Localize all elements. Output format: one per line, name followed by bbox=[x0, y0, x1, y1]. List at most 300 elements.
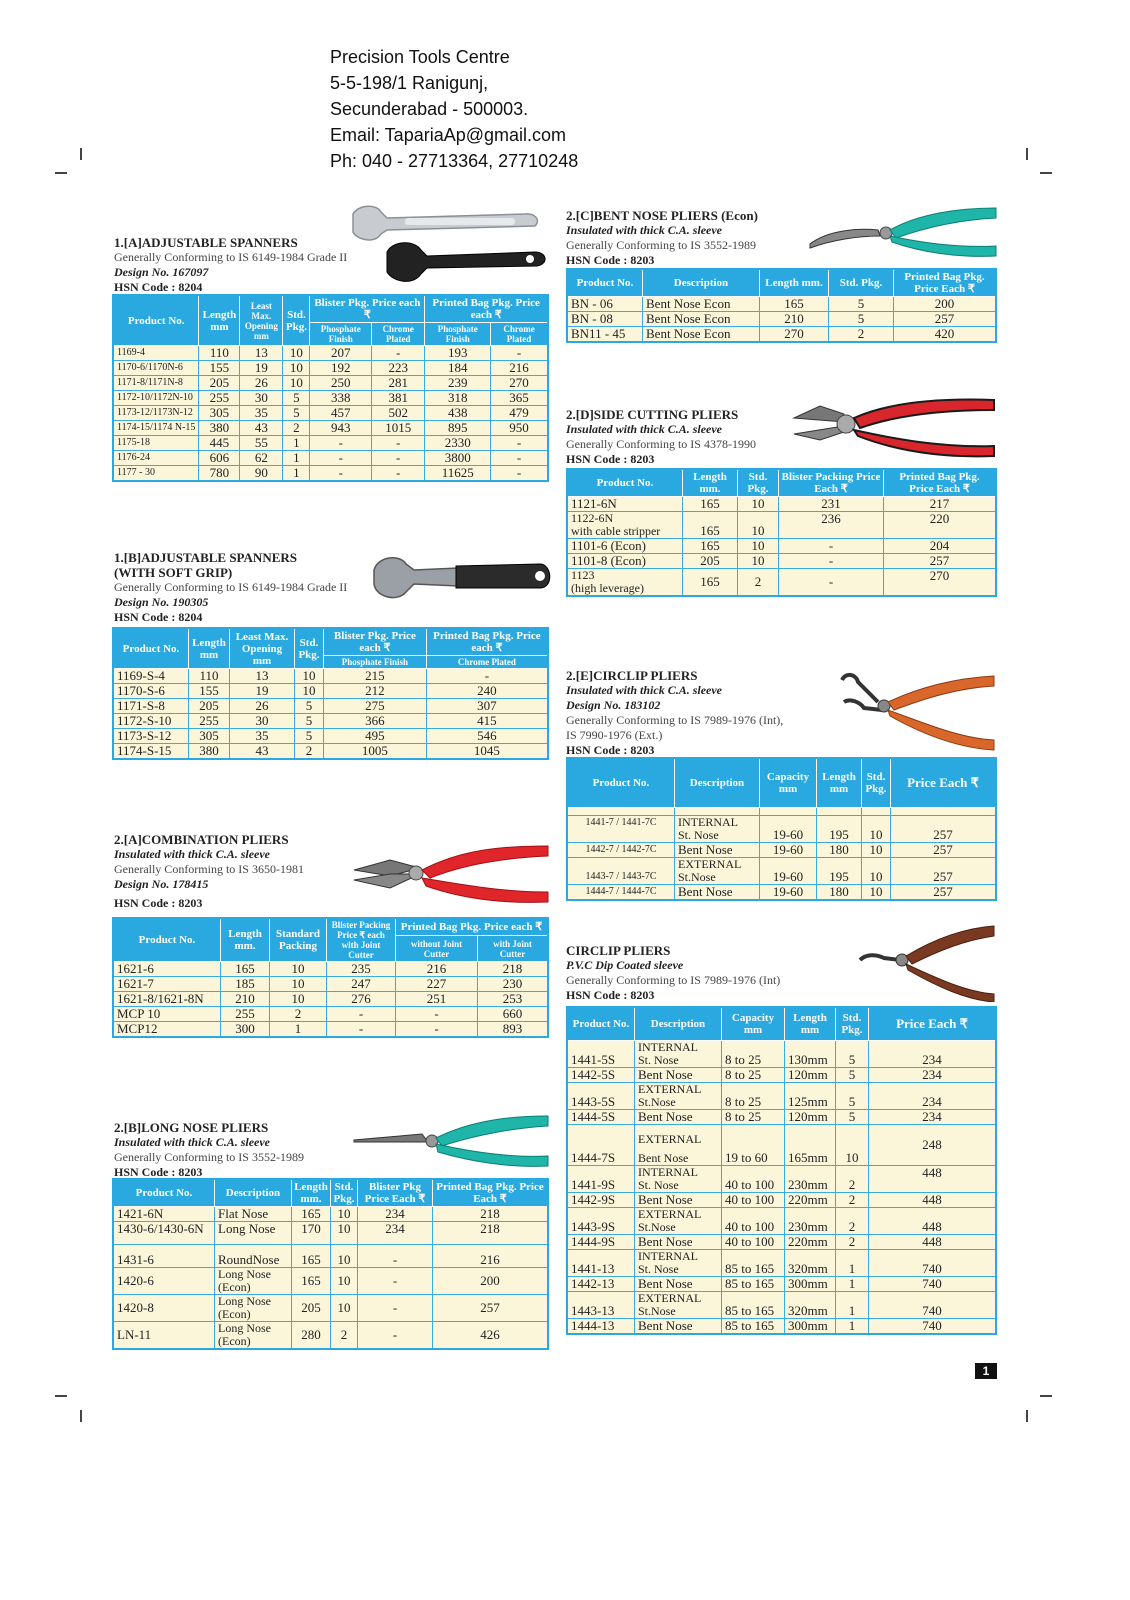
col-header: Product No. bbox=[113, 628, 189, 669]
cell: 11625 bbox=[425, 466, 491, 482]
cell: 1441-7 / 1441-7C bbox=[567, 816, 675, 843]
cell: 255 bbox=[199, 391, 240, 406]
cell: 10 bbox=[862, 858, 891, 885]
cell: 255 bbox=[189, 714, 230, 729]
cell: - bbox=[491, 451, 548, 466]
table-row bbox=[113, 1022, 548, 1038]
cell: 10 bbox=[331, 1245, 358, 1268]
long-nose-pliers-image bbox=[352, 1112, 550, 1168]
cell: 1015 bbox=[372, 421, 425, 436]
cell: 380 bbox=[199, 421, 240, 436]
cell: 740 bbox=[869, 1292, 997, 1319]
cell: 381 bbox=[372, 391, 425, 406]
cell: Bent Nose bbox=[635, 1193, 722, 1208]
cell: 270 bbox=[491, 376, 548, 391]
cell: 234 bbox=[869, 1083, 997, 1110]
cell: 1121-6N bbox=[567, 497, 683, 512]
cell: Bent Nose Econ bbox=[643, 297, 760, 312]
crop-mark bbox=[80, 1410, 82, 1422]
cell: 10 bbox=[295, 669, 324, 684]
company-address-line1: 5-5-198/1 Ranigunj, bbox=[330, 73, 489, 93]
cell: 10 bbox=[738, 539, 779, 554]
table-row bbox=[113, 361, 548, 376]
cell: 165 bbox=[221, 962, 270, 977]
cell: 1174-15/1174 N-15 bbox=[113, 421, 199, 436]
conformance-text: Generally Conforming to IS 7989-1976 (Int) bbox=[566, 973, 781, 987]
cell: 180 bbox=[817, 885, 862, 901]
cell: Bent Nose bbox=[635, 1277, 722, 1292]
cell: 205 bbox=[199, 376, 240, 391]
cell: Bent Nose bbox=[635, 1068, 722, 1083]
table-row bbox=[567, 1292, 996, 1319]
col-header: Product No. bbox=[567, 469, 683, 497]
cell-text: Long Nose bbox=[218, 1267, 271, 1281]
cell: 1172-S-10 bbox=[113, 714, 189, 729]
cell: 239 bbox=[425, 376, 491, 391]
combination-pliers-table bbox=[112, 917, 549, 1038]
cell: 307 bbox=[426, 699, 548, 714]
col-header: Printed Bag Pkg. Price each ₹ bbox=[426, 628, 548, 656]
cell: 247 bbox=[327, 977, 396, 992]
table-row bbox=[567, 539, 996, 554]
col-header: Std. Pkg. bbox=[836, 1007, 869, 1041]
section-subtitle: Insulated with thick C.A. sleeve bbox=[114, 847, 271, 861]
cell: 240 bbox=[426, 684, 548, 699]
hsn-code: HSN Code : 8203 bbox=[566, 743, 655, 757]
cell: 220mm bbox=[785, 1193, 836, 1208]
cell: 275 bbox=[324, 699, 427, 714]
cell: - bbox=[358, 1268, 433, 1295]
design-number: Design No. 178415 bbox=[114, 877, 209, 891]
section-circlip-pliers-pvc bbox=[566, 943, 780, 1003]
cell: 205 bbox=[189, 699, 230, 714]
cell: 1 bbox=[836, 1319, 869, 1335]
table-row bbox=[113, 346, 548, 361]
cell: 2330 bbox=[425, 436, 491, 451]
section-title: 2.[C]BENT NOSE PLIERS (Econ) bbox=[566, 208, 758, 223]
cell bbox=[635, 1292, 722, 1319]
cell bbox=[215, 1322, 292, 1350]
cell: 1442-13 bbox=[567, 1277, 635, 1292]
col-header: Blister Pkg. Price each ₹ bbox=[310, 295, 425, 323]
table-row bbox=[567, 327, 996, 343]
table-row bbox=[113, 1222, 548, 1245]
cell: 740 bbox=[869, 1277, 997, 1292]
cell bbox=[215, 1207, 292, 1222]
col-header: Product No. bbox=[567, 269, 643, 297]
cell: - bbox=[358, 1295, 433, 1322]
cell: 457 bbox=[310, 406, 372, 421]
cell: 250 bbox=[310, 376, 372, 391]
cell: 248 bbox=[869, 1125, 997, 1166]
table-row bbox=[567, 1110, 996, 1125]
cell: 10 bbox=[738, 497, 779, 512]
col-header: Printed Bag Pkg. Price each ₹ bbox=[396, 918, 549, 936]
cell: 1174-S-15 bbox=[113, 744, 189, 760]
cell: 184 bbox=[425, 361, 491, 376]
cell-text: RoundNose bbox=[218, 1252, 280, 1267]
cell: 40 to 100 bbox=[722, 1193, 785, 1208]
cell-text: EXTERNAL bbox=[638, 1082, 702, 1096]
cell-text: EXTERNAL bbox=[638, 1132, 702, 1146]
cell: 216 bbox=[396, 962, 478, 977]
cell: 1170-6/1170N-6 bbox=[113, 361, 199, 376]
cell: 257 bbox=[894, 312, 997, 327]
cell: 606 bbox=[199, 451, 240, 466]
table-row bbox=[113, 376, 548, 391]
cell: 165 bbox=[292, 1207, 331, 1222]
cell: 318 bbox=[425, 391, 491, 406]
cell-text: (high leverage) bbox=[571, 581, 644, 595]
cell: 234 bbox=[358, 1207, 433, 1222]
cell: - bbox=[310, 436, 372, 451]
cell: - bbox=[491, 346, 548, 361]
cell-text: St. Nose bbox=[678, 828, 719, 842]
cell: 1176-24 bbox=[113, 451, 199, 466]
col-header: Phosphate Finish bbox=[310, 323, 372, 346]
cell: Bent Nose bbox=[675, 885, 760, 901]
cell: 5 bbox=[283, 406, 310, 421]
cell-text: (Econ) bbox=[218, 1280, 251, 1294]
cell: MCP 10 bbox=[113, 1007, 221, 1022]
col-header: Product No. bbox=[113, 918, 221, 962]
cell: 5 bbox=[836, 1041, 869, 1068]
table-row bbox=[567, 1277, 996, 1292]
page-number: 1 bbox=[975, 1363, 997, 1379]
cell: 1 bbox=[283, 436, 310, 451]
col-header: Std. Pkg. bbox=[331, 1179, 358, 1207]
cell: Bent Nose bbox=[635, 1110, 722, 1125]
cell bbox=[635, 1083, 722, 1110]
table-row bbox=[113, 1268, 548, 1295]
cell: - bbox=[358, 1322, 433, 1350]
hsn-code: HSN Code : 8203 bbox=[114, 1165, 203, 1179]
table-row bbox=[113, 451, 548, 466]
conformance-text: Generally Conforming to IS 7989-1976 (Int), bbox=[566, 713, 784, 727]
conformance-text: Generally Conforming to IS 3552-1989 bbox=[566, 238, 756, 252]
cell: 2 bbox=[331, 1322, 358, 1350]
cell: 445 bbox=[199, 436, 240, 451]
cell-text: St.Nose bbox=[638, 1095, 676, 1109]
cell: 234 bbox=[869, 1068, 997, 1083]
cell: 1101-6 (Econ) bbox=[567, 539, 683, 554]
hsn-code: HSN Code : 8203 bbox=[114, 896, 203, 910]
cell bbox=[891, 808, 997, 816]
col-header: with Joint Cutter bbox=[478, 936, 548, 962]
cell: 1169-4 bbox=[113, 346, 199, 361]
cell: 13 bbox=[230, 669, 295, 684]
cell bbox=[215, 1295, 292, 1322]
cell: 165 bbox=[292, 1245, 331, 1268]
cell: 40 to 100 bbox=[722, 1166, 785, 1193]
conformance-text-line2: IS 7990-1976 (Ext.) bbox=[566, 728, 663, 742]
col-header: Std. Pkg. bbox=[862, 758, 891, 808]
col-header: Blister Pkg. Price each ₹ bbox=[324, 628, 427, 656]
table-row bbox=[113, 421, 548, 436]
cell: 1173-12/1173N-12 bbox=[113, 406, 199, 421]
cell: 43 bbox=[240, 421, 283, 436]
cell: 10 bbox=[862, 843, 891, 858]
cell: 1420-8 bbox=[113, 1295, 215, 1322]
cell: 365 bbox=[491, 391, 548, 406]
cell: 366 bbox=[324, 714, 427, 729]
col-header: Blister Pkg Price Each ₹ bbox=[358, 1179, 433, 1207]
cell bbox=[215, 1222, 292, 1245]
cell: 1443-13 bbox=[567, 1292, 635, 1319]
cell-text: 1123 bbox=[571, 568, 595, 582]
table-row bbox=[567, 569, 996, 597]
table-row bbox=[113, 391, 548, 406]
cell-text: St.Nose bbox=[638, 1304, 676, 1318]
section-title: 1.[B]ADJUSTABLE SPANNERS bbox=[114, 550, 297, 565]
cell bbox=[567, 569, 683, 597]
cell: MCP12 bbox=[113, 1022, 221, 1038]
cell: 380 bbox=[189, 744, 230, 760]
cell: 1441-5S bbox=[567, 1041, 635, 1068]
col-header: Std. Pkg. bbox=[295, 628, 324, 669]
cell-text: Bent Nose bbox=[638, 1151, 689, 1165]
section-subtitle: Insulated with thick C.A. sleeve bbox=[566, 683, 723, 697]
cell: 234 bbox=[869, 1041, 997, 1068]
cell: - bbox=[310, 451, 372, 466]
cell: 35 bbox=[240, 406, 283, 421]
cell: 5 bbox=[283, 391, 310, 406]
cell-text: Long Nose bbox=[218, 1294, 271, 1308]
cell: 1443-5S bbox=[567, 1083, 635, 1110]
cell: 215 bbox=[324, 669, 427, 684]
cell: 200 bbox=[894, 297, 997, 312]
cell: 320mm bbox=[785, 1250, 836, 1277]
cell: 448 bbox=[869, 1235, 997, 1250]
cell: 1442-7 / 1442-7C bbox=[567, 843, 675, 858]
col-header: Product No. bbox=[113, 295, 199, 346]
cell: BN11 - 45 bbox=[567, 327, 643, 343]
cell: 234 bbox=[869, 1110, 997, 1125]
cell: - bbox=[310, 466, 372, 482]
cell: 10 bbox=[331, 1222, 358, 1245]
cell bbox=[869, 1166, 997, 1193]
cell-text: St.Nose bbox=[638, 1220, 676, 1234]
cell: 204 bbox=[884, 539, 997, 554]
col-header: Description bbox=[643, 269, 760, 297]
adjustable-spanners-table bbox=[112, 294, 549, 482]
cell: 10 bbox=[283, 376, 310, 391]
cell: 5 bbox=[295, 699, 324, 714]
cell: 217 bbox=[884, 497, 997, 512]
cell: 130mm bbox=[785, 1041, 836, 1068]
cell: 2 bbox=[836, 1166, 869, 1193]
cell: Bent Nose Econ bbox=[643, 327, 760, 343]
table-row bbox=[113, 406, 548, 421]
company-email: Email: TapariaAp@gmail.com bbox=[330, 125, 567, 145]
cell: 943 bbox=[310, 421, 372, 436]
table-row bbox=[567, 554, 996, 569]
circlip-pliers-table bbox=[566, 757, 997, 901]
cell: 448 bbox=[869, 1208, 997, 1235]
cell: 55 bbox=[240, 436, 283, 451]
cell-text: 448 bbox=[922, 1165, 942, 1180]
cell: 1443-7 / 1443-7C bbox=[567, 858, 675, 885]
table-row bbox=[113, 436, 548, 451]
cell-text: INTERNAL bbox=[638, 1040, 698, 1054]
cell: 210 bbox=[760, 312, 829, 327]
table-row bbox=[567, 843, 996, 858]
cell: - bbox=[779, 539, 884, 554]
cell: 426 bbox=[433, 1322, 549, 1350]
cell bbox=[635, 1208, 722, 1235]
table-row bbox=[567, 312, 996, 327]
section-subtitle: P.V.C Dip Coated sleeve bbox=[566, 958, 684, 972]
cell: 300mm bbox=[785, 1277, 836, 1292]
cell: 85 to 165 bbox=[722, 1250, 785, 1277]
cell: 110 bbox=[199, 346, 240, 361]
cell: BN - 06 bbox=[567, 297, 643, 312]
circlip-pliers-pvc-image bbox=[856, 922, 996, 1002]
cell: 165 bbox=[683, 539, 738, 554]
cell: 546 bbox=[426, 729, 548, 744]
cell: 230 bbox=[478, 977, 548, 992]
cell: 19-60 bbox=[760, 858, 817, 885]
long-nose-pliers-table bbox=[112, 1178, 549, 1350]
cell: - bbox=[372, 451, 425, 466]
cell: - bbox=[779, 569, 884, 597]
cell: 415 bbox=[426, 714, 548, 729]
cell: 2 bbox=[738, 569, 779, 597]
cell: 218 bbox=[433, 1207, 549, 1222]
cell: 2 bbox=[836, 1208, 869, 1235]
col-header: Standard Packing bbox=[270, 918, 327, 962]
cell: - bbox=[327, 1022, 396, 1038]
cell: 281 bbox=[372, 376, 425, 391]
cell: 10 bbox=[738, 554, 779, 569]
cell: 10 bbox=[270, 962, 327, 977]
table-row bbox=[567, 1319, 996, 1335]
cell: 1444-5S bbox=[567, 1110, 635, 1125]
cell: 1 bbox=[283, 466, 310, 482]
table-row bbox=[113, 714, 548, 729]
col-header: Product No. bbox=[567, 758, 675, 808]
cell: 1 bbox=[836, 1292, 869, 1319]
bent-nose-pliers-table bbox=[566, 268, 997, 343]
section-title-line2: (WITH SOFT GRIP) bbox=[114, 565, 233, 580]
cell: 220mm bbox=[785, 1235, 836, 1250]
cell: - bbox=[372, 466, 425, 482]
cell-text: EXTERNAL bbox=[638, 1291, 702, 1305]
cell: 502 bbox=[372, 406, 425, 421]
cell: 1420-6 bbox=[113, 1268, 215, 1295]
cell bbox=[817, 808, 862, 816]
col-header: without Joint Cutter bbox=[396, 936, 478, 962]
cell: 305 bbox=[199, 406, 240, 421]
cell bbox=[675, 816, 760, 843]
cell: 1171-S-8 bbox=[113, 699, 189, 714]
cell: 236 bbox=[779, 512, 884, 539]
cell-text: Long Nose bbox=[218, 1221, 276, 1236]
cell: Bent Nose bbox=[635, 1319, 722, 1335]
cell: 165 bbox=[683, 569, 738, 597]
table-row bbox=[567, 1041, 996, 1068]
cell: - bbox=[491, 436, 548, 451]
cell: 5 bbox=[829, 312, 894, 327]
cell: - bbox=[372, 436, 425, 451]
col-header: Price Each ₹ bbox=[869, 1007, 997, 1041]
table-row bbox=[567, 512, 996, 539]
cell: 1442-9S bbox=[567, 1193, 635, 1208]
cell: 120mm bbox=[785, 1068, 836, 1083]
cell: 257 bbox=[433, 1295, 549, 1322]
cell: 893 bbox=[478, 1022, 548, 1038]
cell: 1444-9S bbox=[567, 1235, 635, 1250]
col-header: Length mm bbox=[817, 758, 862, 808]
hsn-code: HSN Code : 8203 bbox=[566, 253, 655, 267]
company-phone: Ph: 040 - 27713364, 27710248 bbox=[330, 151, 579, 171]
soft-grip-spanners-table bbox=[112, 627, 549, 760]
cell: 10 bbox=[295, 684, 324, 699]
cell bbox=[862, 808, 891, 816]
cell: 895 bbox=[425, 421, 491, 436]
cell: 205 bbox=[292, 1295, 331, 1322]
cell: 10 bbox=[836, 1125, 869, 1166]
design-number: Design No. 167097 bbox=[114, 265, 209, 279]
cell: BN - 08 bbox=[567, 312, 643, 327]
cell: Bent Nose Econ bbox=[643, 312, 760, 327]
table-row bbox=[113, 1245, 548, 1268]
cell: 155 bbox=[189, 684, 230, 699]
cell: 30 bbox=[240, 391, 283, 406]
cell: 8 to 25 bbox=[722, 1068, 785, 1083]
cell: 1175-18 bbox=[113, 436, 199, 451]
adjustable-spanner-image bbox=[345, 200, 550, 292]
table-row bbox=[567, 1250, 996, 1277]
hsn-code: HSN Code : 8204 bbox=[114, 610, 203, 624]
cell: 10 bbox=[862, 816, 891, 843]
cell: 740 bbox=[869, 1250, 997, 1277]
col-header: Description bbox=[215, 1179, 292, 1207]
cell: 305 bbox=[189, 729, 230, 744]
cell: 257 bbox=[891, 858, 997, 885]
crop-mark bbox=[1040, 1395, 1052, 1397]
cell: 300 bbox=[221, 1022, 270, 1038]
design-number: Design No. 190305 bbox=[114, 595, 209, 609]
cell: 420 bbox=[894, 327, 997, 343]
cell: 10 bbox=[331, 1207, 358, 1222]
cell: 1170-S-6 bbox=[113, 684, 189, 699]
company-name: Precision Tools Centre bbox=[330, 47, 510, 67]
cell: 2 bbox=[270, 1007, 327, 1022]
section-title: 2.[D]SIDE CUTTING PLIERS bbox=[566, 407, 739, 422]
cell: 110 bbox=[189, 669, 230, 684]
col-header: Product No. bbox=[567, 1007, 635, 1041]
cell: LN-11 bbox=[113, 1322, 215, 1350]
col-header: Length mm bbox=[785, 1007, 836, 1041]
table-row bbox=[113, 992, 548, 1007]
cell: - bbox=[327, 1007, 396, 1022]
cell: 85 to 165 bbox=[722, 1277, 785, 1292]
cell: 950 bbox=[491, 421, 548, 436]
cell: Bent Nose bbox=[635, 1235, 722, 1250]
cell: 1421-6N bbox=[113, 1207, 215, 1222]
cell: - bbox=[491, 466, 548, 482]
cell bbox=[635, 1250, 722, 1277]
cell: 740 bbox=[869, 1319, 997, 1335]
table-row bbox=[567, 858, 996, 885]
cell: 165 bbox=[683, 497, 738, 512]
table-row bbox=[113, 699, 548, 714]
cell: 2 bbox=[295, 744, 324, 760]
cell-text: St. Nose bbox=[638, 1053, 679, 1067]
cell: 40 to 100 bbox=[722, 1235, 785, 1250]
table-row bbox=[113, 962, 548, 977]
